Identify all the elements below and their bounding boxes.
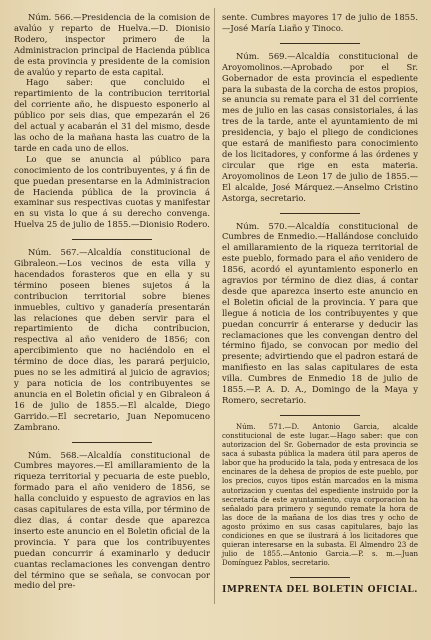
separator-rule — [280, 415, 360, 416]
notice-569-text: Núm. 569.—Alcaldía constitucional de Aroyomolinos.—Aprobado por el Sr. Gobernador de esta provincia el espediente para la subasta de la corcha de estos propios, se anuncia su remate para el 31 del corriente mes de julio en las casas consistoriales, á las tres de la tarde, ante el ayuntamiento de mi presidencia, y bajo el pliego de condiciones que estará de manifiesto para conocimiento de los licitadores, y conforme á las órdenes y circular que rige en esta materia. Aroyomolinos de Leon 17 de julio de 1855.—El alcalde, José Márquez.—Anselmo Cristino Astorga, secretario. — [222, 50, 418, 203]
notice-570 — [222, 221, 418, 406]
separator-rule — [280, 213, 360, 214]
notice-568-continued-text: sente. Cumbres mayores 17 de julio de 1855.—José María Liaño y Tinoco. — [222, 12, 418, 33]
notice-571 — [222, 423, 418, 569]
notice-566 — [14, 12, 210, 230]
notice-566-closing: Lo que se anuncia al público para conocimiento de los contribuyentes, y á fin de que puedan presentarse en la Administracion de Hacienda pública de la provincia á examinar sus respectivas cuotas y manifestar en su vista lo que á su derecho convenga. Huelva 25 de julio de 1855.—Dionisio Rodero. — [14, 153, 210, 230]
printer-imprint: IMPRENTA DEL BOLETIN OFICIAL. — [222, 585, 418, 596]
notice-569 — [222, 51, 418, 204]
notice-568-text: Núm. 568.—Alcaldía constitucional de Cumbres mayores.—El amillaramiento de la riqueza territorial y pecuaria de este pueblo, formado para el año venidero de 1856, se halla concluido y espuesto de agravios en las casas capitulares de esta villa, por término de diez dias, á contar desde que aparezca inserto este anuncio en el Boletin oficial de la provincia. Y para que los contribuyentes puedan concurrir á examinarlo y deducir cuantas reclamaciones les convengan dentro del término que se señala, se convocan por medio del pre- — [14, 449, 210, 591]
notice-566-heading: Núm. 566.—Presidencia de la comision de avalúo y reparto de Huelva.—D. Dionisio Rodero, inspector primero de la Administracion principal de Hacienda pública de esta provincia y presidente de la comision de avalúo y reparto de esta capital. — [14, 12, 210, 77]
notice-570-text: Núm. 570.—Alcaldía constitucional de Cumbres de Enmedio.—Hallándose concluido el amillaramiento de la riqueza territorial de este pueblo, formado para el año venidero de 1856, acordó el ayuntamiento esponerlo en agravios por término de diez dias, á contar desde que aparezca inserto este anuncio en el Boletin oficial de la provincia. Y para que llegue á noticia de los contribuyentes y que puedan concurrir á enterarse y deducir las reclamaciones que les convengan dentro del término fijado, se convocan por medio del presente; advirtiendo que el padron estará de manifiesto en las salas capitulares de esta villa. Cumbres de Enmedio 18 de julio de 1855.—P. A. D. A., Domingo de la Maya y Romero, secretario. — [222, 220, 418, 405]
separator-rule — [280, 43, 360, 44]
column-divider — [214, 8, 215, 604]
notice-567 — [14, 247, 210, 432]
separator-rule — [72, 442, 152, 443]
notice-567-text: Núm. 567.—Alcaldía constitucional de Gibraleon.—Los vecinos de esta villa y hacendados forasteros que en ella y su término poseen bienes sujetos á la contribucion territorial sobre bienes inmuebles, cultivo y ganadería presentarán las relaciones que deben servir para el repartimiento de dicha contribucion, respectiva al año venidero de 1856; con apercibimiento que no haciéndolo en el término de doce dias, les parará perjuicio, pues no se les admitirá al juicio de agravios; y para noticia de los contribuyentes se anuncia en el Boletin oficial y en Gibraleon á 16 de julio de 1855.—El alcalde, Diego Garrido.—El secretario, Juan Nepomuceno Zambrano. — [14, 247, 210, 432]
separator-rule — [290, 577, 350, 578]
notice-566-body: Hago saber: que concluido el repartimiento de la contribucion territorial del corriente año, he dispuesto esponerlo al público por seis dias, que empezarán el 26 del actual y acabarán el 31 del mismo, desde las ocho de la mañana hasta las cuatro de la tarde en cada uno de ellos. — [14, 77, 210, 153]
notice-568 — [14, 450, 210, 592]
notice-568-continued — [222, 12, 418, 34]
separator-rule — [72, 239, 152, 240]
notice-571-text: Núm. 571.—D. Antonio Garcia, alcalde constitucional de este lugar.—Hago saber: que con autorizacion del Sr. Gobernador de esta provincia se saca á subasta pública la madera útil para aperos de labor que ha producido la tala, poda y entresaca de los encinares de la dehesa de propios de este pueblo, por los precios, cuyos tipos están marcados en la misma autorizacion y cuentas del espediente instruido por la secretaría de este ayuntamiento, cuya corporacion ha señalado para primero y segundo remate la hora de las doce de la mañana de los dias tres y ocho de agosto próximo en sus casas capitulares, bajo las condiciones en que se ilustrará á los licitadores que quieran interesarse en la subasta. El Almendro 23 de julio de 1855.—Antonio Garcia.—P. s. m.—Juan Domínguez Pablos, secretario. — [222, 422, 418, 568]
right-column — [222, 12, 418, 596]
left-column — [14, 12, 210, 591]
